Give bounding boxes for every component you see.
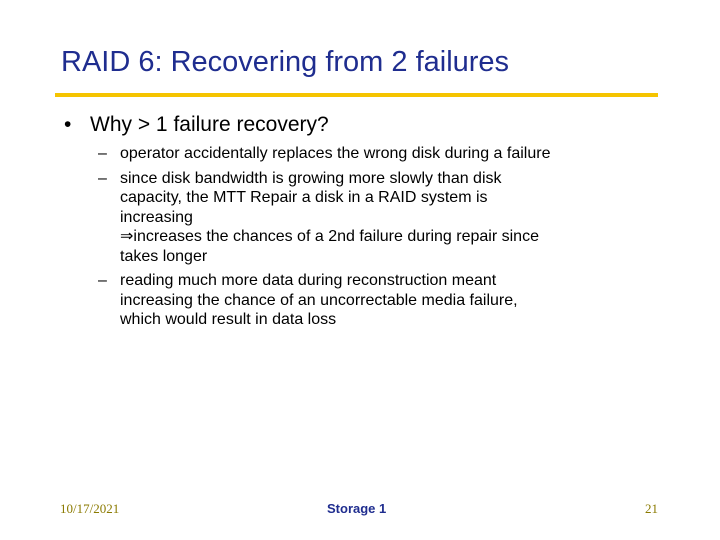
- sub-bullet-line: takes longer: [120, 247, 208, 265]
- sub-bullet-list: [98, 144, 668, 335]
- footer-date: 10/17/2021: [60, 501, 120, 516]
- dash-marker: –: [98, 169, 107, 187]
- bullet-marker: •: [64, 113, 72, 136]
- sub-bullet-line: operator accidentally replaces the wrong disk during a failure: [120, 145, 551, 162]
- sub-bullet-line: reading much more data during reconstruction meant: [120, 272, 497, 289]
- sub-bullet-line: which would result in data loss: [120, 311, 337, 328]
- sub-bullet-1: [98, 144, 668, 164]
- footer-title: Storage 1: [327, 501, 387, 516]
- main-bullet: [64, 113, 329, 137]
- sub-bullet-line: increasing: [120, 208, 193, 226]
- slide-title: RAID 6: Recovering from 2 failures: [61, 46, 510, 78]
- sub-bullet-line: since disk bandwidth is growing more slowly than disk: [120, 169, 502, 187]
- dash-marker: –: [98, 272, 107, 289]
- sub-bullet-3: [98, 271, 668, 330]
- title-divider: [55, 93, 658, 97]
- sub-bullet-2: [98, 169, 668, 267]
- dash-marker: –: [98, 145, 107, 162]
- sub-bullet-line: capacity, the MTT Repair a disk in a RAID system is: [120, 189, 488, 206]
- sub-bullet-line: increasing the chance of an uncorrectable media failure,: [120, 291, 518, 309]
- page-number: 21: [645, 501, 658, 516]
- main-bullet-text: Why > 1 failure recovery?: [90, 113, 329, 136]
- sub-bullet-line: ⇒increases the chances of a 2nd failure during repair since: [120, 228, 539, 245]
